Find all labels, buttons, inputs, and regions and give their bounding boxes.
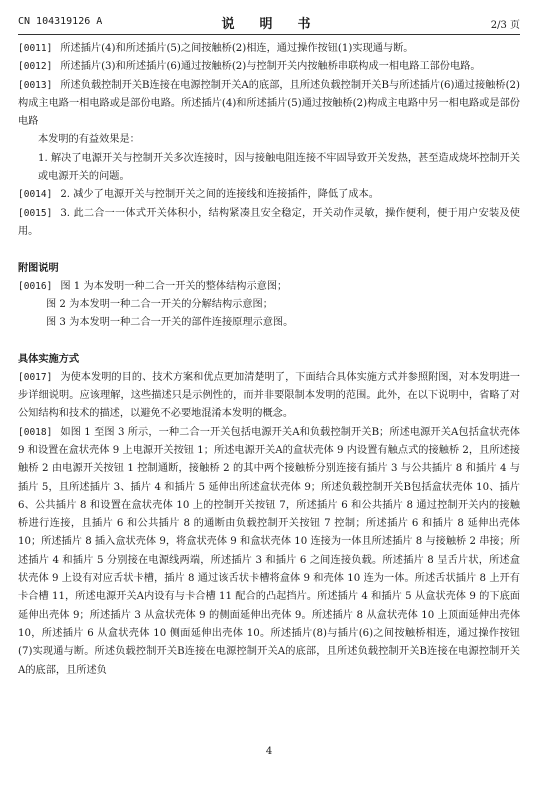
paragraph-tag: [0012] (18, 61, 53, 73)
paragraph-text: 如图 1 至图 3 所示，一种二合一开关包括电源开关A和负载控制开关B；所述电源开关A包括盒状壳体 9 和设置在盒状壳体 9 上电源开关按钮 1；所述电源开关A的盒状壳体 9 内设置有触点式的接触桥 2，且所述接触桥 2 由电源开关按钮 1 控制通断，接触桥 2 的其中两个接触桥分别连接有插片 3 与公共插片 8 和插片 4 与插片 5，且所述插片 3、插片 4 和插片 5 延伸出所述盒状壳体 9；所述负载控制开关B包括盒状壳体 10、插片 6、公共插片 8 和设置在盒状壳体 10 上的控制开关按钮 7，所述插片 6 和公共插片 8 通过控制开关内的接触桥进行连接，且插片 6 和公共插片 8 的通断由负载控制开关按钮 7 控制；所述插片 6 和插片 8 延伸出壳体 10；所述插片 8 插入盒状壳体 9，将盒状壳体 9 和盒状壳体 10 连接为一体且所述插片 8 与接触桥 2 串接；所述插片 4 和插片 5 分别接在电源线两端，所述插片 3 和插片 6 之间连接负载。所述插片 8 呈舌片状，所述盒状壳体 9 上设有对应舌状卡槽，插片 8 通过该舌状卡槽将盒体 9 和壳体 10 连为一体。所述舌状插片 8 上开有卡合槽 11，所述电源开关A内设有与卡合槽 11 配合的凸起挡片。所述插片 4 和插片 5 从盒状壳体 9 的下底面延伸出壳体 9；所述插片 3 从盒状壳体 9 的侧面延伸出壳体 9。所述插片 8 从盒状壳体 10 上顶面延伸出壳体 10，所述插片 6 从盒状壳体 10 侧面延伸出壳体 10。所述插片(8)与插片(6)之间按触桥相连，通过操作按钮(7)实现通与断。所述负载控制开关B连接在电源控制开关A的底部，且所述负载控制开关B连接在电源控制开关A的底部，且所述负 (18, 426, 520, 676)
paragraph-tag: [0011] (18, 43, 53, 54)
doc-number: CN 104319126 A (18, 16, 103, 27)
paragraph-0011 (18, 40, 520, 58)
paragraph-tag: [0018] (18, 426, 53, 438)
section-heading-implementation: 具体实施方式 (18, 353, 80, 366)
paragraph-tag: [0014] (18, 189, 53, 201)
paragraph-tag: [0017] (18, 371, 53, 383)
paragraph-text: 3. 此二合一一体式开关体积小，结构紧凑且安全稳定，开关动作灵敏，操作便利，便于用户安装及使用。 (18, 207, 520, 237)
figure-3-desc: 图 3 为本发明一种二合一开关的部件连接原理示意图。 (46, 317, 294, 329)
paragraph-0013 (18, 77, 520, 132)
paragraph-text: 2. 减少了电源开关与控制开关之间的连接线和连接插件，降低了成本。 (60, 189, 379, 201)
figure-2-desc: 图 2 为本发明一种二合一开关的分解结构示意图； (46, 298, 273, 310)
paragraph-0015 (18, 205, 520, 242)
document-body (18, 40, 520, 680)
page-number: 4 (265, 746, 273, 757)
paragraph-0012 (18, 58, 520, 76)
page-header (18, 10, 520, 35)
paragraph-0017 (18, 369, 520, 424)
paragraph-text: 所述负载控制开关B连接在电源控制开关A的底部，且所述负载控制开关B与所述插片(6)通过接触桥(2)构成主电路一相电路或是部份电路。所述插片(4)和所述插片(5)通过按触桥(2)构成主电路中另一相电路或是部份电路 (18, 79, 520, 128)
page-count: 2/3 页 (490, 20, 520, 31)
paragraph-text: 所述插片(4)和所述插片(5)之间按触桥(2)相连，通过操作按钮(1)实现通与断。 (60, 43, 414, 54)
paragraph-tag: [0013] (18, 79, 53, 91)
paragraph-tag: [0015] (18, 207, 53, 219)
paragraph-text: 图 1 为本发明一种二合一开关的整体结构示意图； (60, 280, 288, 292)
page-title: 说 明 书 (221, 17, 317, 32)
section-heading-figures: 附图说明 (18, 262, 59, 275)
paragraph-0014 (18, 186, 520, 204)
paragraph-0016 (18, 278, 520, 296)
paragraph-0018 (18, 424, 520, 680)
paragraph-tag: [0016] (18, 280, 53, 292)
effects-intro: 本发明的有益效果是： (38, 134, 140, 146)
paragraph-text: 所述插片(3)和所述插片(6)通过按触桥(2)与控制开关内按触桥串联构成一相电路工部份电路。 (60, 61, 481, 73)
effect-1: 1. 解决了电源开关与控制开关多次连接时，因与接触电阻连接不牢固导致开关发热，甚至造成烧坏控制开关或电源开关的问题。 (38, 152, 520, 183)
paragraph-text: 为使本发明的目的、技术方案和优点更加清楚明了，下面结合具体实施方式并参照附图，对本发明进一步详细说明。应该理解，这些描述只是示例性的，而并非要限制本发明的范围。此外，在以下说明中，省略了对公知结构和技术的描述，以避免不必要地混淆本发明的概念。 (18, 371, 520, 420)
